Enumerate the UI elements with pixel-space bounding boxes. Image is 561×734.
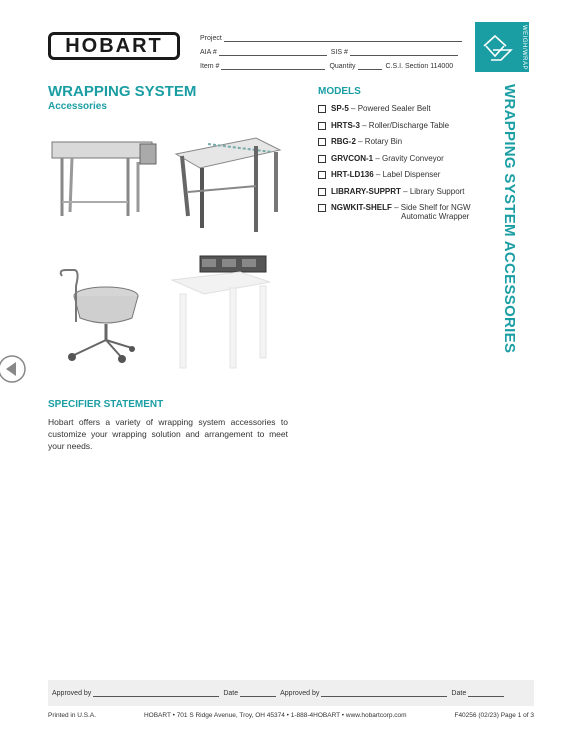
approved-by-label: Approved by <box>52 689 92 697</box>
date-field[interactable] <box>468 690 504 697</box>
checkbox[interactable] <box>318 171 326 179</box>
model-item: NGWKIT-SHELF – Side Shelf for NGW Automatic Wrapper <box>318 203 471 229</box>
specifier-heading: SPECIFIER STATEMENT <box>48 399 164 410</box>
item-label: Item # <box>200 63 220 70</box>
checkbox[interactable] <box>318 122 326 130</box>
quantity-field[interactable] <box>358 61 382 70</box>
aia-label: AIA # <box>200 49 217 56</box>
badge-tag: WEIGH/WRAP <box>521 25 527 70</box>
model-item: GRVCON-1 – Gravity Conveyor <box>318 154 471 171</box>
footer <box>48 712 534 719</box>
sis-label: SIS # <box>330 49 348 56</box>
models-list <box>318 104 471 229</box>
label-dispenser-image <box>170 250 274 378</box>
model-item: HRTS-3 – Roller/Discharge Table <box>318 121 471 138</box>
csi-label: C.S.I. Section 114000 <box>385 63 454 70</box>
specifier-body: Hobart offers a variety of wrapping system accessories to customize your wrapping solution and arrangement to meet your needs. <box>48 417 288 451</box>
models-heading: MODELS <box>318 86 361 97</box>
footer-address: HOBART • 701 S Ridge Avenue, Troy, OH 45374 • 1-888-4HOBART • www.hobartcorp.com <box>143 712 407 719</box>
weigh-wrap-badge <box>475 22 529 72</box>
aia-field[interactable] <box>219 47 327 56</box>
approved-by-field[interactable] <box>93 690 219 697</box>
model-item: SP-5 – Powered Sealer Belt <box>318 104 471 121</box>
roller-table-image <box>172 132 284 242</box>
checkbox[interactable] <box>318 204 326 212</box>
left-arrow-circle-icon[interactable] <box>0 354 28 384</box>
sis-field[interactable] <box>350 47 458 56</box>
checkbox[interactable] <box>318 138 326 146</box>
page-title: WRAPPING SYSTEM <box>48 83 197 100</box>
footer-printed: Printed in U.S.A. <box>48 712 97 719</box>
date-field[interactable] <box>240 690 276 697</box>
side-title: WRAPPING SYSTEM ACCESSORIES <box>501 84 518 354</box>
hobart-logo: HOBART <box>48 32 180 60</box>
approved-by-label: Approved by <box>280 689 320 697</box>
project-field[interactable] <box>224 33 462 42</box>
page-subtitle: Accessories <box>48 101 107 112</box>
model-item: HRT-LD136 – Label Dispenser <box>318 170 471 187</box>
sealer-belt-image <box>48 132 160 222</box>
weigh-wrap-logo-icon <box>481 32 515 62</box>
checkbox[interactable] <box>318 155 326 163</box>
quantity-label: Quantity <box>329 63 356 70</box>
rotary-bin-image <box>52 266 140 364</box>
item-field[interactable] <box>221 61 325 70</box>
checkbox[interactable] <box>318 188 326 196</box>
footer-doc-number: F40256 (02/23) Page 1 of 3 <box>454 712 534 719</box>
checkbox[interactable] <box>318 105 326 113</box>
approval-bar <box>48 680 534 706</box>
date-label: Date <box>223 689 239 697</box>
date-label: Date <box>451 689 467 697</box>
project-info <box>200 28 466 70</box>
model-item: RBG-2 – Rotary Bin <box>318 137 471 154</box>
project-label: Project <box>200 35 222 42</box>
approved-by-field[interactable] <box>321 690 447 697</box>
model-item: LIBRARY-SUPPRT – Library Support <box>318 187 471 204</box>
